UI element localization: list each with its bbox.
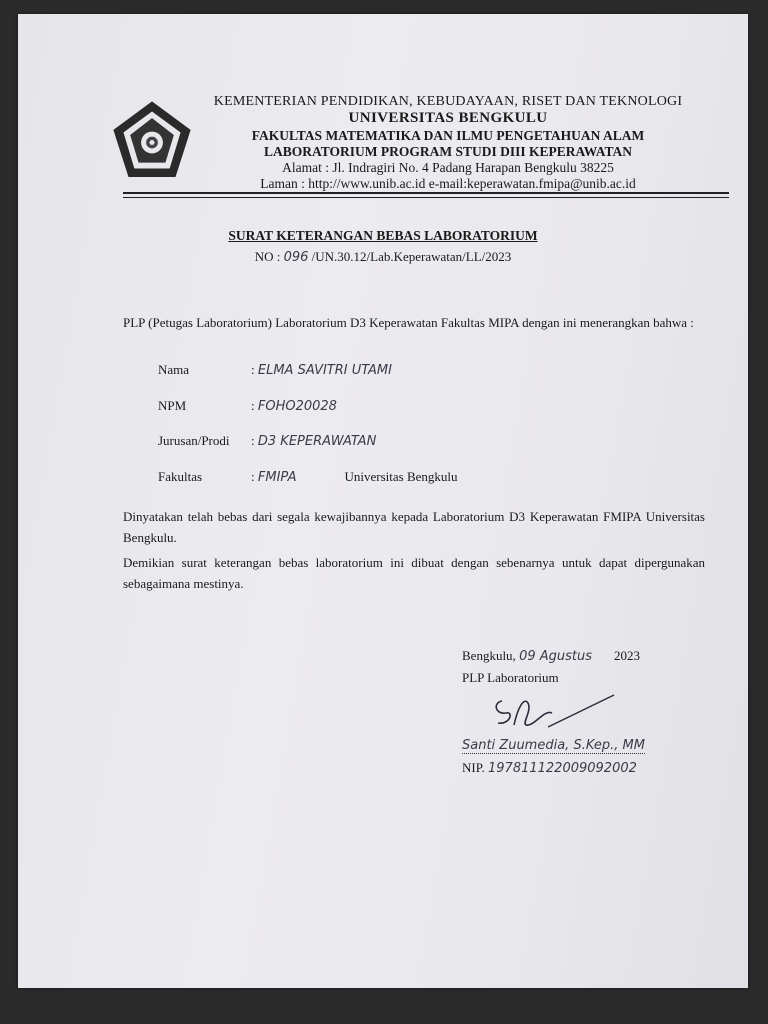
- nama-handwritten: ELMA SAVITRI UTAMI: [257, 363, 392, 378]
- laboratory-name: LABORATORIUM PROGRAM STUDI DIII KEPERAWATAN: [263, 144, 633, 159]
- website-email: Laman : http://www.unib.ac.id e-mail:keperawatan.fmipa@unib.ac.id: [260, 176, 636, 191]
- date-handwritten: 09 Agustus: [519, 649, 593, 664]
- header-rule-thick: [123, 192, 729, 194]
- number-prefix: NO :: [254, 249, 284, 264]
- npm-label: NPM: [158, 398, 187, 413]
- npm-value: [251, 398, 337, 414]
- nama-label: Nama: [158, 362, 190, 377]
- colon: :: [251, 433, 255, 448]
- prodi-label: Jurusan/Prodi: [158, 433, 230, 448]
- fakultas-label: Fakultas: [158, 469, 203, 484]
- colon: :: [251, 362, 255, 377]
- statement-paragraph: Dinyatakan telah bebas dari segala kewajibannya kepada Laboratorium D3 Keperawatan FMIPA Universitas Bengkulu.: [123, 509, 705, 545]
- nip-label: NIP.: [462, 760, 489, 775]
- signature-date: [462, 648, 640, 664]
- fakultas-value: [251, 469, 458, 485]
- university-name: UNIVERSITAS BENGKULU: [348, 110, 548, 126]
- header-rule-thin: [123, 197, 729, 198]
- fakultas-handwritten: FMIPA: [257, 470, 297, 485]
- prodi-handwritten: D3 KEPERAWATAN: [257, 434, 377, 449]
- signature-place: Bengkulu,: [462, 648, 520, 663]
- intro-paragraph: PLP (Petugas Laboratorium) Laboratorium D3 Keperawatan Fakultas MIPA dengan ini menerangkan bahwa :: [123, 315, 694, 330]
- signature-year: 2023: [614, 648, 641, 663]
- fakultas-suffix: Universitas Bengkulu: [344, 469, 458, 484]
- ministry-name: KEMENTERIAN PENDIDIKAN, KEBUDAYAAN, RISET DAN TEKNOLOGI: [213, 94, 683, 109]
- signature-role: PLP Laboratorium: [462, 670, 559, 685]
- name-handwritten: Santi Zuumedia, S.Kep., MM: [462, 738, 645, 753]
- letterhead: [168, 94, 728, 192]
- address: Alamat : Jl. Indragiri No. 4 Padang Harapan Bengkulu 38225: [282, 160, 614, 175]
- npm-handwritten: FOHO20028: [257, 399, 337, 414]
- number-rest: /UN.30.12/Lab.Keperawatan/LL/2023: [308, 249, 512, 264]
- prodi-value: [251, 433, 376, 449]
- closing-paragraph: Demikian surat keterangan bebas laboratorium ini dibuat dengan sebenarnya untuk dapat dipergunakan sebagaimana mestinya.: [123, 555, 705, 591]
- handwritten-signature: [488, 689, 618, 744]
- colon: :: [251, 398, 255, 413]
- signatory-name: [462, 737, 645, 754]
- number-handwritten: 096: [283, 250, 309, 265]
- document-title: SURAT KETERANGAN BEBAS LABORATORIUM: [228, 228, 538, 243]
- colon: :: [251, 469, 255, 484]
- signatory-nip: [462, 760, 637, 776]
- faculty-name: FAKULTAS MATEMATIKA DAN ILMU PENGETAHUAN ALAM: [251, 128, 645, 143]
- document-number: [18, 249, 748, 265]
- document-page: [18, 14, 748, 988]
- nip-handwritten: 197811122009092002: [488, 761, 637, 776]
- nama-value: [251, 362, 392, 378]
